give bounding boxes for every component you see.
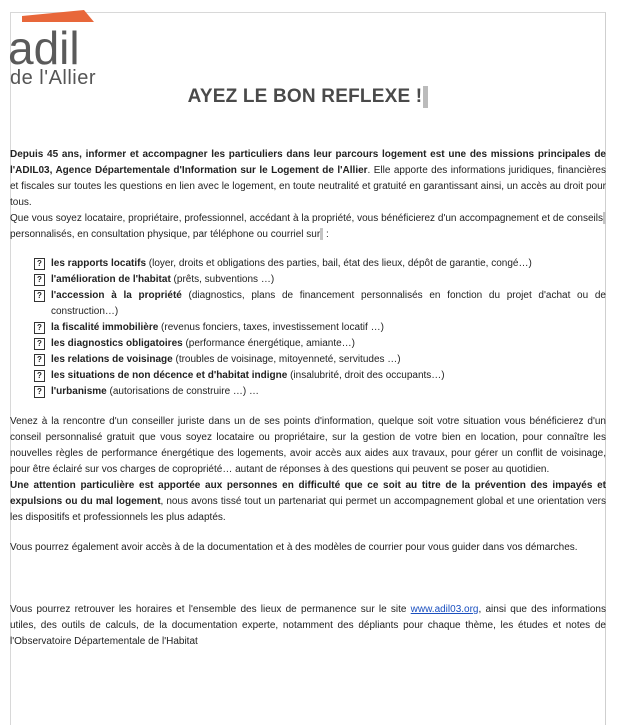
text-cursor-marker: [423, 86, 428, 108]
spacer: [10, 526, 606, 540]
spacer: [10, 556, 606, 602]
list-item: [34, 320, 606, 336]
topic-detail: (performance énergétique, amiante…): [182, 338, 356, 349]
website-text-b: , ainsi que des informations utiles, des outils de calculs, de la documentation experte, notamment des dépliants pour chaque thème, les études et notes de l'Observatoire Départementale de l'Habitat: [10, 604, 606, 647]
topic-title: l'accession à la propriété: [51, 290, 182, 301]
list-item: [34, 384, 606, 400]
audience-text-c: :: [323, 229, 329, 240]
topic-title: l'amélioration de l'habitat: [51, 274, 171, 285]
question-box-icon: ?: [34, 338, 45, 350]
question-box-icon: ?: [34, 354, 45, 366]
question-box-icon: ?: [34, 274, 45, 286]
intro-bold-text: Depuis 45 ans, informer et accompagner les particuliers dans leur parcours logement est une des missions principales de l'ADIL03, Agence Départementale d'Information sur le Logement de l'Allier: [10, 149, 606, 176]
list-item: [34, 368, 606, 384]
list-item: [34, 336, 606, 352]
list-item: [34, 272, 606, 288]
intro-text: . Elle apporte des informations juridiques, financières et fiscales sur toutes les questions en lien avec le logement, en toute neutralité et gratuité en garantissant ainsi, un accès au droit pour tous.: [10, 165, 606, 208]
list-item: [34, 288, 606, 320]
advisor-paragraph: Venez à la rencontre d'un conseiller juriste dans un de ses points d'information, quelque soit votre situation vous bénéficierez d'un conseil personnalisé gratuit que vous soyez locataire ou propriétaire, sur la gestion de votre bien en location, pour connaître les nouvelles règles de performance énergétique des logements, avoir accès aux aides aux travaux, pour gérer un conflit de voisinage, pour être éclairé sur vos charges de copropriété… autant de réponses à des questions qui peuvent se poser au quotidien.: [10, 416, 606, 475]
logo-wordmark: adil: [8, 22, 80, 70]
document-body: [10, 147, 606, 650]
topic-detail: (troubles de voisinage, mitoyenneté, servitudes …): [172, 354, 401, 365]
topic-detail: (prêts, subventions …): [170, 274, 275, 285]
topic-detail: (revenus fonciers, taxes, investissement locatif …): [158, 322, 384, 333]
attention-bold-text: Une attention particulière est apportée aux personnes en difficulté que ce soit au titre de la prévention des impayés et expulsions ou du mal logement: [10, 480, 606, 507]
question-box-icon: ?: [34, 386, 45, 398]
topic-title: les situations de non décence et d'habitat indigne: [51, 370, 288, 381]
website-text-a: Vous pourrez retrouver les horaires et l'ensemble des lieux de permanence sur le site: [10, 604, 411, 615]
website-link[interactable]: www.adil03.org: [410, 604, 479, 615]
topic-detail: (diagnostics, plans de financement personnalisés en fonction du projet d'achat ou de construction…): [51, 290, 606, 317]
question-box-icon: ?: [34, 322, 45, 334]
question-box-icon: ?: [34, 290, 45, 302]
topic-title: la fiscalité immobilière: [51, 322, 159, 333]
audience-text-a: Que vous soyez locataire, propriétaire, professionnel, accédant à la propriété, vous bénéficierez d'un accompagnement et de conseils: [10, 213, 603, 224]
audience-paragraph: [10, 211, 606, 243]
documentation-paragraph: Vous pourrez également avoir accès à de la documentation et à des modèles de courrier pour vous guider dans vos démarches.: [10, 542, 578, 553]
page-title-text: AYEZ LE BON REFLEXE !: [187, 86, 423, 108]
audience-text-b: personnalisés, en consultation physique, par téléphone ou courriel sur: [10, 229, 321, 240]
topics-list: [34, 256, 606, 400]
question-box-icon: ?: [34, 370, 45, 382]
list-item: [34, 352, 606, 368]
topic-detail: (insalubrité, droit des occupants…): [287, 370, 445, 381]
topic-title: les rapports locatifs: [51, 258, 147, 269]
logo-subtitle: de l'Allier: [10, 67, 97, 89]
topic-detail: (loyer, droits et obligations des parties, bail, état des lieux, dépôt de garantie, congé…): [146, 258, 532, 269]
intro-paragraph: [10, 147, 606, 211]
topic-title: l'urbanisme: [51, 386, 107, 397]
attention-text: , nous avons tissé tout un partenariat qui permet un accompagnement global et une orientation vers les dispositifs et professionnels les plus adaptés.: [10, 496, 606, 523]
question-box-icon: ?: [34, 258, 45, 270]
list-item: [34, 256, 606, 272]
attention-paragraph: [10, 478, 606, 526]
topic-detail: (autorisations de construire …) …: [106, 386, 260, 397]
text-caret: [603, 212, 606, 224]
topic-title: les diagnostics obligatoires: [51, 338, 183, 349]
website-paragraph: [10, 602, 606, 650]
page-title: [0, 86, 616, 108]
logo-roof-icon: [8, 10, 128, 70]
topic-title: les relations de voisinage: [51, 354, 173, 365]
